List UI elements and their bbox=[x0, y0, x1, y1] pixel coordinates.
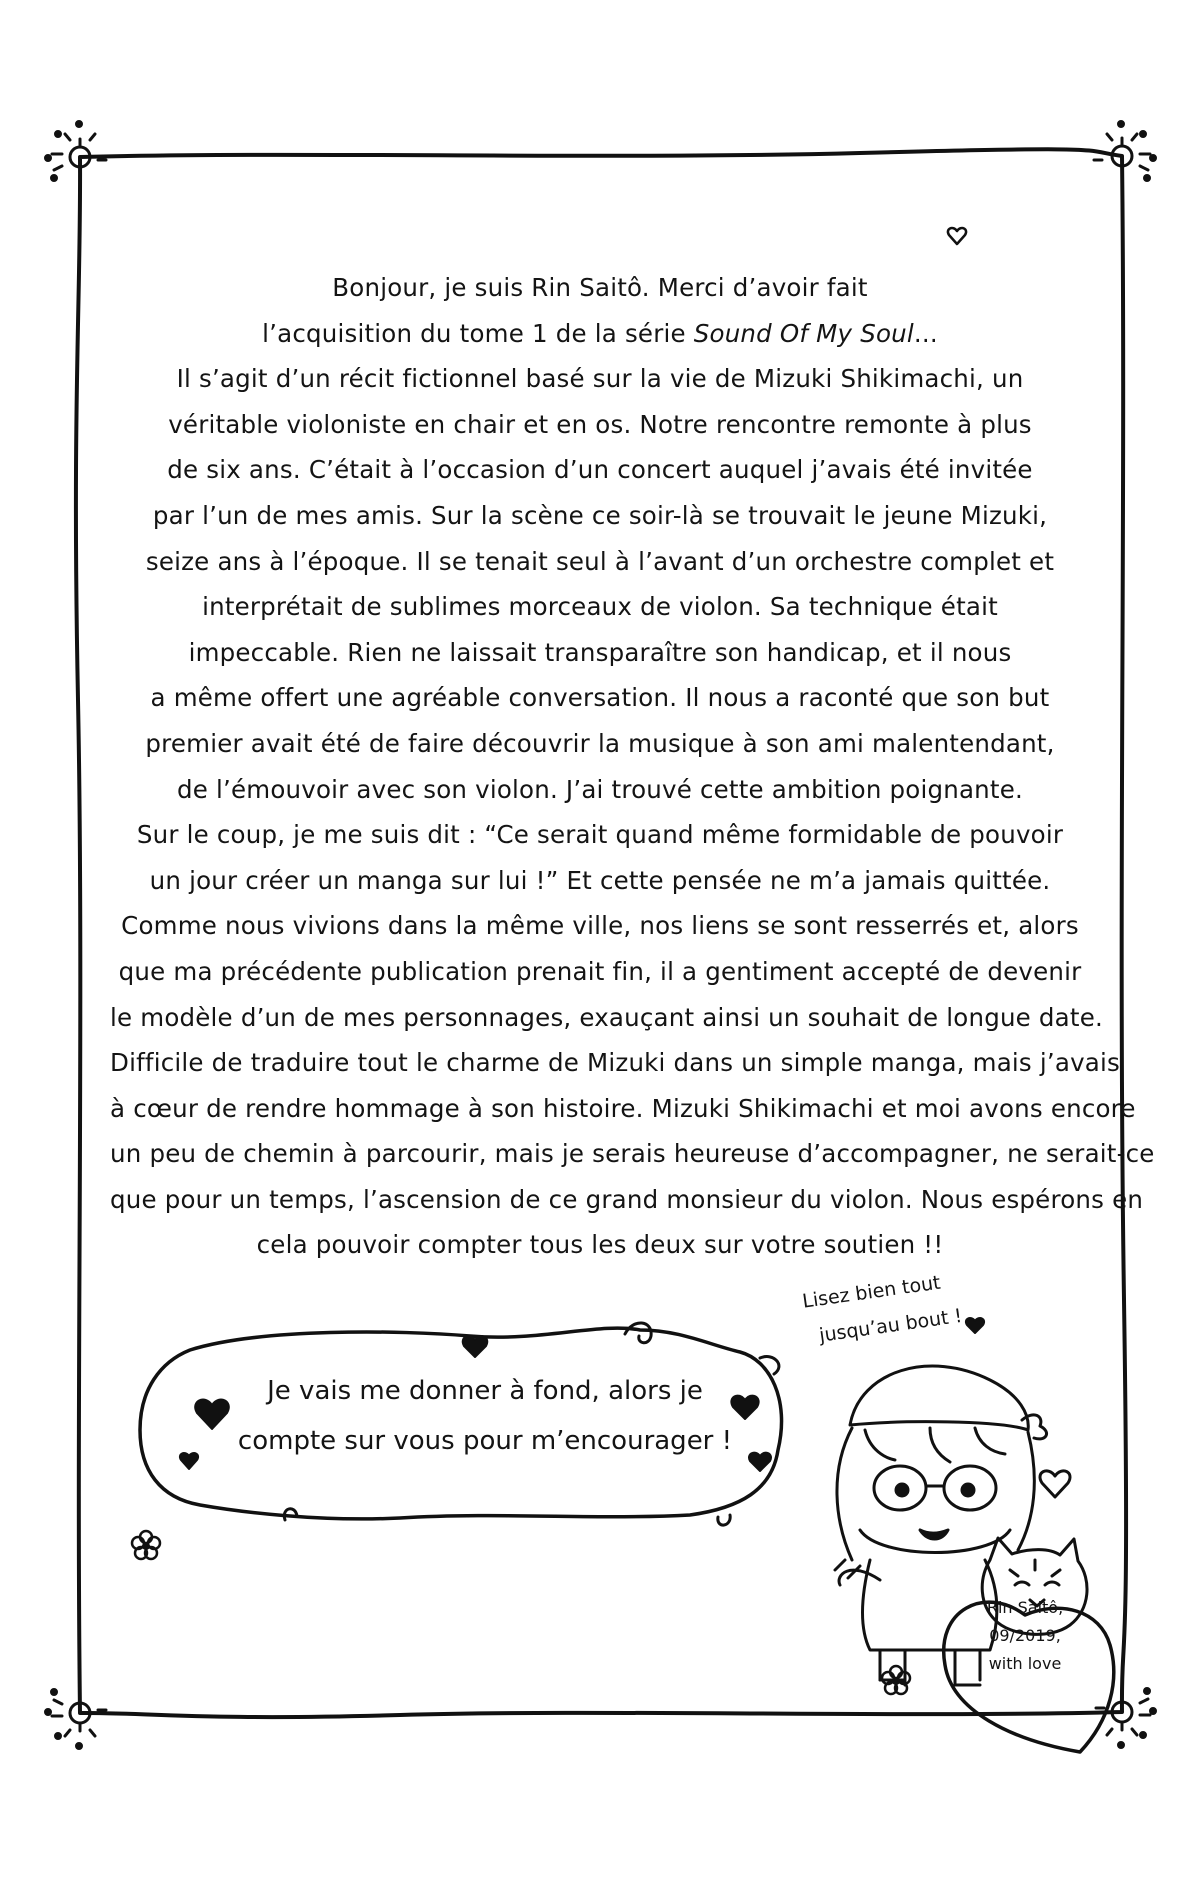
letter-line: premier avait été de faire découvrir la musique à son ami malentendant, bbox=[145, 728, 1055, 758]
letter-line: par l’un de mes amis. Sur la scène ce soir-là se trouvait le jeune Mizuki, bbox=[152, 500, 1048, 530]
signature bbox=[960, 1594, 1090, 1678]
heart-icon bbox=[195, 1400, 229, 1429]
heart-icon-outline-top bbox=[948, 228, 966, 244]
note-line: Lisez bien tout bbox=[800, 1271, 942, 1313]
letter-line: le modèle d’un de mes personnages, exauçant ainsi un souhait de longue date. bbox=[110, 1002, 1103, 1032]
letter-line: Bonjour, je suis Rin Saitô. Merci d’avoir fait bbox=[332, 273, 868, 302]
signature-line: 09/2019, bbox=[989, 1626, 1061, 1645]
heart-icon bbox=[463, 1336, 488, 1357]
letter-line: de six ans. C’était à l’occasion d’un concert auquel j’avais été invitée bbox=[167, 455, 1033, 485]
letter-line: un jour créer un manga sur lui !” Et cette pensée ne m’a jamais quittée. bbox=[149, 865, 1051, 895]
letter-line: que ma précédente publication prenait fin, il a gentiment accepté de devenir bbox=[118, 956, 1082, 986]
bubble-line: compte sur vous pour m’encourager ! bbox=[237, 1426, 733, 1456]
heart-icon bbox=[180, 1453, 198, 1469]
letter-line: Difficile de traduire tout le charme de Mizuki dans un simple manga, mais j’avais bbox=[110, 1048, 1120, 1078]
letter-line: seize ans à l’époque. Il se tenait seul à l’avant d’un orchestre complet et bbox=[145, 546, 1055, 576]
heart-icon bbox=[749, 1453, 771, 1471]
letter-line: a même offert une agréable conversation. Il nous a raconté que son but bbox=[150, 683, 1050, 713]
corner-flourish-icon-bottom-left bbox=[46, 1690, 107, 1749]
letter-line: Il s’agit d’un récit fictionnel basé sur la vie de Mizuki Shikimachi, un bbox=[176, 364, 1024, 394]
letter-line: un peu de chemin à parcourir, mais je serais heureuse d’accompagner, ne serait-ce bbox=[110, 1139, 1155, 1169]
corner-flourish-icon-top-left bbox=[46, 122, 107, 181]
letter-text bbox=[110, 265, 1155, 1268]
note-line: jusqu’au bout ! bbox=[817, 1304, 964, 1347]
heart-icon-outline bbox=[1040, 1471, 1070, 1497]
speech-bubble-text bbox=[230, 1366, 740, 1466]
flower-icon bbox=[132, 1531, 160, 1559]
letter-line-part: ... bbox=[913, 318, 938, 348]
letter-line: interprétait de sublimes morceaux de violon. Sa technique était bbox=[202, 592, 998, 622]
signature-line: Rin Saitô, bbox=[986, 1598, 1064, 1617]
letter-line-part: l’acquisition du tome 1 de la série bbox=[262, 318, 694, 348]
letter-line: Comme nous vivions dans la même ville, nos liens se sont resserrés et, alors bbox=[121, 911, 1079, 941]
bubble-line: Je vais me donner à fond, alors je bbox=[267, 1376, 703, 1406]
letter-line: véritable violoniste en chair et en os. Notre rencontre remonte à plus bbox=[168, 409, 1032, 439]
letter-line: impeccable. Rien ne laissait transparaître son handicap, et il nous bbox=[188, 637, 1012, 667]
letter-line: cela pouvoir compter tous les deux sur votre soutien !! bbox=[256, 1230, 944, 1260]
signature-line: with love bbox=[988, 1654, 1062, 1673]
letter-line: à cœur de rendre hommage à son histoire. Mizuki Shikimachi et moi avons encore bbox=[110, 1093, 1136, 1123]
letter-line: de l’émouvoir avec son violon. J’ai trouvé cette ambition poignante. bbox=[177, 774, 1023, 804]
letter-line: que pour un temps, l’ascension de ce grand monsieur du violon. Nous espérons en bbox=[110, 1184, 1144, 1214]
series-title: Sound Of My Soul bbox=[693, 318, 914, 348]
letter-line bbox=[110, 311, 1090, 357]
letter-line: Sur le coup, je me suis dit : “Ce serait quand même formidable de pouvoir bbox=[136, 820, 1064, 850]
